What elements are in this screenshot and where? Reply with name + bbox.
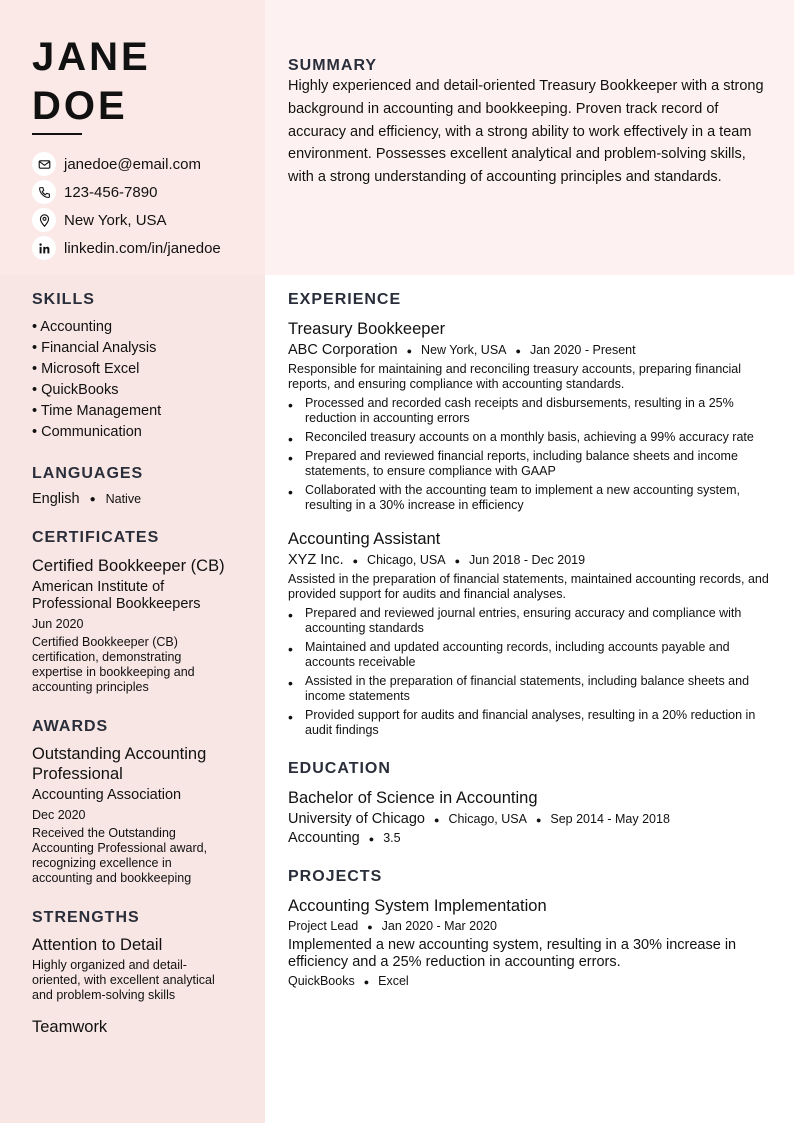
separator-dot: ● (367, 922, 373, 932)
contact-linkedin-text: linkedin.com/in/janedoe (64, 239, 221, 257)
list-item: • Prepared and reviewed financial reports, including balance sheets and income statements, to ensure compliance with GAAP (288, 449, 772, 479)
award-description: Received the Outstanding Accounting Professional award, recognizing excellence in accounting and bookkeeping (32, 826, 208, 885)
education-meta (288, 811, 772, 827)
list-item: • Time Management (32, 403, 162, 419)
project-name: Accounting System Implementation (288, 897, 547, 915)
certificate-issuer: American Institute of Professional Bookkeepers (32, 579, 201, 612)
job-description: Responsible for maintaining and reconciling treasury accounts, preparing financial reports, and ensuring compliance with accounting standards. (288, 362, 742, 391)
certificate-date: Jun 2020 (32, 617, 84, 631)
awards-section (32, 718, 232, 886)
job-description: Assisted in the preparation of financial statements, maintained accounting records, and provided support for audits and financial analyses. (288, 572, 769, 601)
job-entry (288, 319, 772, 513)
list-item: • Provided support for audits and financial analyses, resulting in a 20% reduction in audit findings (288, 708, 772, 738)
list-item: • Financial Analysis (32, 340, 157, 356)
contact-phone[interactable] (32, 178, 221, 206)
project-dates: Jan 2020 - Mar 2020 (381, 919, 497, 933)
job-company: XYZ Inc. (288, 552, 344, 568)
separator-dot: ● (89, 493, 96, 505)
skills-list (32, 317, 232, 443)
sidebar (32, 291, 232, 1037)
job-meta (288, 552, 772, 568)
separator-dot: ● (352, 556, 359, 566)
contact-phone-text: 123-456-7890 (64, 183, 158, 201)
skills-section (32, 291, 232, 443)
experience-heading: EXPERIENCE (288, 291, 402, 308)
separator-dot: ● (434, 815, 440, 825)
education-heading: EDUCATION (288, 760, 391, 777)
job-bullets (288, 606, 772, 738)
list-item: • Collaborated with the accounting team to implement a new accounting system, resulting in a 30% increase in efficiency (288, 483, 772, 513)
summary-heading: SUMMARY (288, 57, 378, 74)
job-title: Treasury Bookkeeper (288, 320, 446, 338)
project-tools (288, 974, 772, 988)
contact-linkedin[interactable] (32, 234, 221, 262)
list-item: • Processed and recorded cash receipts and disbursements, resulting in a 25% reduction in accounting errors (288, 396, 772, 426)
school-location: Chicago, USA (448, 812, 527, 826)
experience-section (288, 291, 772, 738)
strength-description: Highly organized and detail-oriented, with excellent analytical and problem-solving skills (32, 958, 215, 1002)
linkedin-icon (32, 236, 56, 260)
list-item: • Communication (32, 424, 142, 440)
degree: Bachelor of Science in Accounting (288, 789, 538, 807)
list-item: • QuickBooks (32, 382, 119, 398)
location-pin-icon (32, 208, 56, 232)
contact-location-text: New York, USA (64, 211, 167, 229)
award-name: Outstanding Accounting Professional (32, 745, 207, 783)
strengths-section (32, 909, 232, 1037)
education-dates: Sep 2014 - May 2018 (550, 812, 670, 826)
separator-dot: ● (406, 346, 413, 356)
mail-icon (32, 152, 56, 176)
job-meta (288, 342, 772, 358)
certificate-name: Certified Bookkeeper (CB) (32, 557, 225, 575)
list-item: • Maintained and updated accounting records, including accounts payable and accounts receivable (288, 640, 772, 670)
language-level: Native (105, 492, 142, 506)
name-divider (32, 133, 82, 135)
job-company: ABC Corporation (288, 342, 398, 358)
job-entry (288, 529, 772, 738)
phone-icon (32, 180, 56, 204)
project-meta (288, 919, 772, 933)
school-name: University of Chicago (288, 811, 425, 827)
contact-email[interactable] (32, 150, 221, 178)
job-dates: Jan 2020 - Present (529, 343, 636, 357)
project-role: Project Lead (288, 919, 359, 933)
first-name: JANE (32, 35, 151, 79)
skills-heading: SKILLS (32, 291, 95, 308)
education-field-meta (288, 830, 772, 846)
contact-location (32, 206, 221, 234)
separator-dot: ● (535, 815, 542, 825)
job-location: New York, USA (421, 343, 507, 357)
separator-dot: ● (454, 556, 460, 566)
main-column (288, 291, 772, 988)
certificate-description: Certified Bookkeeper (CB) certification, demonstrating expertise in bookkeeping and accounting principles (32, 635, 195, 694)
education-section (288, 760, 772, 846)
projects-heading: PROJECTS (288, 868, 383, 885)
awards-heading: AWARDS (32, 718, 109, 735)
certificates-section (32, 529, 232, 695)
last-name: DOE (32, 84, 128, 128)
project-tool: Excel (378, 974, 409, 988)
list-item: • Prepared and reviewed journal entries, ensuring accuracy and compliance with accounting standards (288, 606, 772, 636)
gpa: 3.5 (383, 831, 401, 845)
strength-name: Teamwork (32, 1018, 108, 1036)
certificates-heading: CERTIFICATES (32, 529, 160, 546)
strengths-heading: STRENGTHS (32, 909, 140, 926)
award-date: Dec 2020 (32, 808, 86, 822)
job-bullets (288, 396, 772, 513)
job-title: Accounting Assistant (288, 530, 441, 548)
languages-heading: LANGUAGES (32, 465, 144, 482)
list-item: • Assisted in the preparation of financial statements, including balance sheets and income statements (288, 674, 772, 704)
job-location: Chicago, USA (367, 553, 446, 567)
languages-section (32, 465, 232, 507)
contact-email-text: janedoe@email.com (64, 155, 201, 173)
list-item: • Microsoft Excel (32, 361, 140, 377)
language-name: English (32, 491, 80, 507)
award-issuer: Accounting Association (32, 787, 182, 803)
summary-text: Highly experienced and detail-oriented Treasury Bookkeeper with a strong background in accounting and bookkeeping. Proven track record of accuracy and efficiency, with a strong ability to work effectively in a team environment. Possesses excellent analytical and problem-solving skills, with a strong understanding of accounting principles and standards. (288, 78, 764, 186)
language-entry (32, 491, 232, 507)
strength-name: Attention to Detail (32, 936, 163, 954)
separator-dot: ● (515, 346, 521, 356)
candidate-name (32, 33, 151, 131)
contact-list (32, 150, 221, 262)
field-of-study: Accounting (288, 830, 360, 846)
list-item: • Accounting (32, 319, 113, 335)
job-dates: Jun 2018 - Dec 2019 (469, 553, 586, 567)
list-item: • Reconciled treasury accounts on a monthly basis, achieving a 99% accuracy rate (288, 430, 772, 445)
project-tool: QuickBooks (288, 974, 355, 988)
summary-section (288, 57, 772, 189)
project-description: Implemented a new accounting system, resulting in a 30% increase in efficiency and a 25% reduction in accounting errors. (288, 937, 737, 970)
separator-dot: ● (363, 977, 370, 987)
separator-dot: ● (368, 834, 375, 844)
projects-section (288, 868, 772, 988)
